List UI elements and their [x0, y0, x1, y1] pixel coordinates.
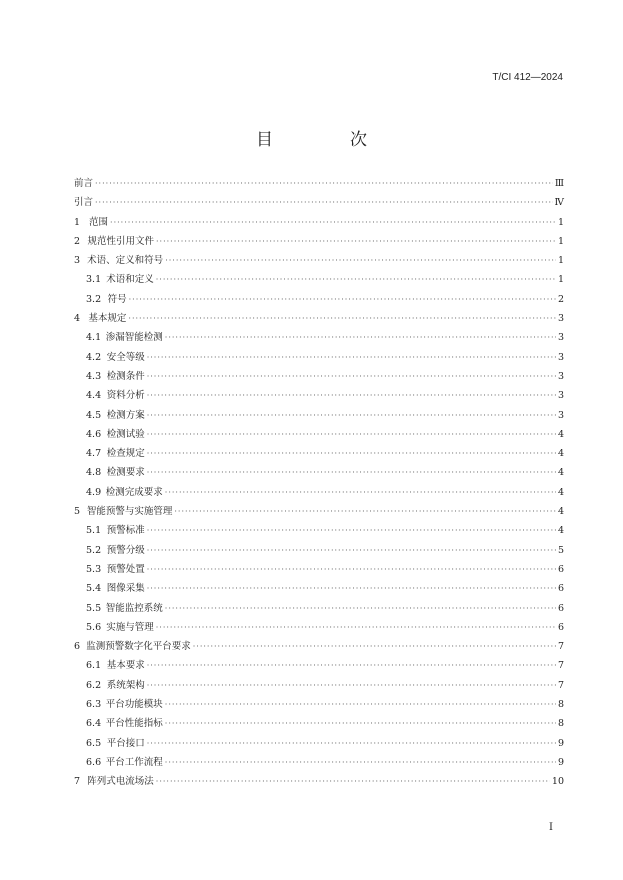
toc-entry[interactable] [74, 522, 564, 541]
toc-leader-dots [174, 507, 556, 516]
toc-entry-label: 平台性能指标 [105, 718, 163, 730]
toc-entry[interactable] [74, 735, 564, 754]
toc-entry[interactable] [74, 349, 564, 368]
toc-entry-label: 检测试验 [106, 428, 145, 440]
toc-entry-label: 规范性引用文件 [87, 235, 154, 247]
toc-leader-dots [147, 372, 556, 381]
toc-entry-number: 6.6 [86, 756, 102, 768]
table-of-contents [74, 175, 564, 793]
toc-leader-dots [147, 391, 556, 400]
toc-leader-dots [165, 719, 556, 728]
toc-entry[interactable] [74, 252, 564, 271]
toc-entry-number: 7 [74, 776, 81, 788]
toc-leader-dots [147, 526, 556, 535]
toc-entry-label: 实施与管理 [106, 621, 154, 633]
toc-leader-dots [165, 758, 556, 767]
toc-leader-dots [156, 623, 556, 632]
toc-entry[interactable] [74, 638, 564, 657]
toc-entry-page: 9 [557, 737, 564, 749]
toc-entry-page: 3 [557, 351, 564, 363]
toc-entry-number: 6 [74, 641, 81, 653]
toc-entry[interactable] [74, 503, 564, 522]
toc-entry-page: 9 [557, 756, 564, 768]
toc-entry-label: 检测完成要求 [105, 486, 163, 498]
toc-entry-label: 前言 [74, 178, 94, 189]
toc-leader-dots [165, 604, 556, 613]
toc-entry-label: 检查规定 [106, 448, 145, 460]
toc-entry-number: 5.3 [86, 563, 102, 575]
toc-entry-number: 6.5 [86, 737, 102, 749]
toc-leader-dots [147, 681, 556, 690]
toc-entry[interactable] [74, 214, 564, 233]
toc-entry-page: 7 [557, 679, 564, 691]
toc-leader-dots [147, 546, 556, 555]
toc-entry-label: 阵列式电流场法 [87, 776, 154, 788]
toc-leader-dots [165, 333, 556, 342]
toc-entry-label: 预警处置 [106, 563, 145, 575]
toc-entry[interactable] [74, 233, 564, 252]
toc-leader-dots [147, 353, 556, 362]
toc-leader-dots [156, 275, 556, 284]
toc-entry-label: 安全等级 [106, 351, 145, 363]
toc-entry-label: 术语和定义 [106, 274, 154, 286]
toc-leader-dots [147, 739, 556, 748]
toc-entry[interactable] [74, 696, 564, 715]
toc-entry-page: 3 [557, 370, 564, 382]
toc-entry-page: 6 [557, 583, 564, 595]
toc-entry-label: 基本要求 [106, 660, 145, 672]
toc-entry-number: 5.2 [86, 544, 102, 556]
toc-entry-page: 3 [557, 332, 564, 344]
toc-entry-number: 5.5 [86, 602, 102, 614]
toc-leader-dots [165, 256, 556, 265]
toc-entry-page: 6 [557, 602, 564, 614]
toc-entry-page: 7 [557, 660, 564, 672]
toc-entry[interactable] [74, 619, 564, 638]
toc-entry[interactable] [74, 194, 564, 213]
toc-entry-number: 3.1 [86, 274, 102, 286]
toc-entry-page: 4 [557, 506, 564, 518]
toc-entry[interactable] [74, 580, 564, 599]
toc-entry-page: 5 [557, 544, 564, 556]
toc-entry[interactable] [74, 484, 564, 503]
toc-entry[interactable] [74, 754, 564, 773]
toc-entry-page: 8 [557, 699, 564, 711]
toc-entry-number: 1 [74, 216, 81, 228]
toc-entry-number: 5.4 [86, 583, 102, 595]
toc-entry-number: 4.2 [86, 351, 102, 363]
toc-entry[interactable] [74, 600, 564, 619]
toc-leader-dots [110, 218, 556, 227]
toc-entry-label: 范围 [89, 216, 109, 228]
toc-entry-page: 3 [557, 409, 564, 421]
page-number: I [549, 822, 553, 833]
toc-entry-number: 2 [74, 235, 81, 247]
toc-entry[interactable] [74, 426, 564, 445]
toc-entry-number: 4.6 [86, 428, 102, 440]
toc-entry[interactable] [74, 368, 564, 387]
toc-leader-dots [156, 237, 556, 246]
toc-entry-number: 5.6 [86, 621, 102, 633]
toc-leader-dots [156, 777, 550, 786]
toc-entry-number: 6.1 [86, 660, 102, 672]
toc-entry[interactable] [74, 291, 564, 310]
toc-entry-number: 4.1 [86, 332, 102, 344]
toc-entry-label: 预警标准 [106, 525, 145, 537]
toc-entry-page: Ⅳ [554, 197, 564, 209]
toc-leader-dots [95, 198, 552, 207]
toc-entry-page: 4 [557, 428, 564, 440]
toc-leader-dots [165, 700, 556, 709]
toc-entry[interactable] [74, 445, 564, 464]
toc-entry-number: 5 [74, 506, 81, 518]
toc-entry-page: 3 [557, 313, 564, 325]
toc-entry-number: 4.3 [86, 370, 102, 382]
toc-leader-dots [95, 179, 553, 188]
toc-leader-dots [147, 468, 556, 477]
toc-leader-dots [128, 314, 556, 323]
toc-entry[interactable] [74, 175, 564, 194]
toc-entry-label: 智能预警与实施管理 [86, 506, 173, 518]
toc-entry[interactable] [74, 561, 564, 580]
toc-entry-page: 6 [557, 621, 564, 633]
toc-entry-number: 3 [74, 255, 81, 267]
toc-entry[interactable] [74, 773, 564, 792]
toc-leader-dots [147, 661, 556, 670]
toc-entry-page: 1 [557, 216, 564, 228]
toc-entry-page: 3 [557, 390, 564, 402]
toc-entry-number: 3.2 [86, 293, 102, 305]
toc-leader-dots [147, 584, 556, 593]
toc-entry-number: 5.1 [86, 525, 102, 537]
toc-entry-number: 4.9 [86, 486, 102, 498]
toc-entry[interactable] [74, 271, 564, 290]
toc-entry-number: 4.4 [86, 390, 102, 402]
toc-entry-page: 8 [557, 718, 564, 730]
toc-entry-label: 符号 [107, 293, 127, 305]
toc-entry-number: 4.7 [86, 448, 102, 460]
toc-entry[interactable] [74, 677, 564, 696]
toc-entry-page: 4 [557, 525, 564, 537]
toc-entry-label: 术语、定义和符号 [87, 255, 164, 267]
toc-entry-page: 1 [557, 274, 564, 286]
toc-entry-page: Ⅲ [554, 178, 564, 189]
toc-entry-number: 4.8 [86, 467, 102, 479]
toc-entry-page: 4 [557, 486, 564, 498]
toc-entry-label: 资料分析 [106, 390, 145, 402]
toc-entry-label: 引言 [74, 197, 94, 209]
toc-entry-label: 检测要求 [106, 467, 145, 479]
toc-entry-number: 6.4 [86, 718, 102, 730]
toc-entry[interactable] [74, 715, 564, 734]
toc-entry[interactable] [74, 407, 564, 426]
toc-entry[interactable] [74, 387, 564, 406]
toc-entry-page: 2 [557, 293, 564, 305]
toc-entry-label: 平台工作流程 [105, 756, 163, 768]
toc-entry-label: 智能监控系统 [105, 602, 163, 614]
toc-entry-label: 平台接口 [106, 737, 145, 749]
toc-entry[interactable] [74, 542, 564, 561]
toc-entry-number: 4.5 [86, 409, 102, 421]
toc-entry[interactable] [74, 329, 564, 348]
toc-entry[interactable] [74, 657, 564, 676]
toc-entry-label: 监测预警数字化平台要求 [86, 641, 191, 653]
toc-leader-dots [147, 430, 556, 439]
toc-entry-label: 预警分级 [106, 544, 145, 556]
toc-entry-page: 7 [557, 641, 564, 653]
toc-leader-dots [147, 449, 556, 458]
toc-entry-label: 检测方案 [106, 409, 145, 421]
toc-entry-page: 4 [557, 448, 564, 460]
toc-entry-label: 检测条件 [106, 370, 145, 382]
toc-leader-dots [147, 565, 556, 574]
toc-entry-label: 基本规定 [88, 313, 127, 325]
toc-entry-number: 4 [74, 313, 81, 325]
toc-entry-label: 图像采集 [106, 583, 145, 595]
toc-entry[interactable] [74, 464, 564, 483]
toc-leader-dots [165, 488, 556, 497]
toc-entry-label: 渗漏智能检测 [105, 332, 163, 344]
toc-entry-label: 平台功能模块 [105, 699, 163, 711]
document-code: T/CI 412—2024 [492, 72, 563, 83]
toc-leader-dots [129, 295, 556, 304]
toc-entry-number: 6.2 [86, 679, 102, 691]
toc-entry-label: 系统架构 [106, 679, 145, 691]
toc-entry-page: 1 [557, 255, 564, 267]
toc-entry-page: 6 [557, 563, 564, 575]
toc-entry-page: 4 [557, 467, 564, 479]
toc-entry-page: 1 [557, 235, 564, 247]
toc-entry[interactable] [74, 310, 564, 329]
toc-entry-number: 6.3 [86, 699, 102, 711]
toc-leader-dots [193, 642, 556, 651]
toc-entry-page: 10 [551, 776, 564, 788]
toc-title: 目 次 [256, 130, 397, 150]
toc-leader-dots [147, 411, 556, 420]
